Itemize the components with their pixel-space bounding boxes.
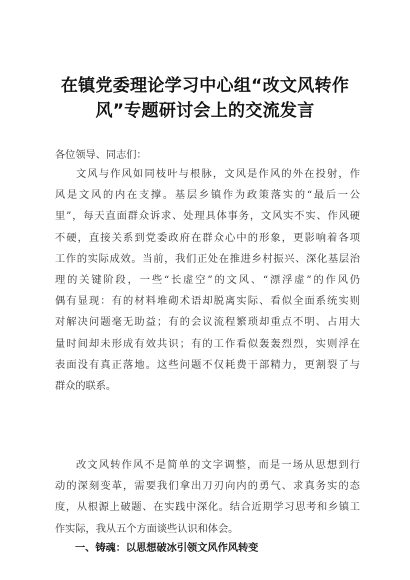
document-title <box>40 74 370 124</box>
paragraph-line: 不硬，直接关系到党委政府在群众心中的形象，更影响着各项 <box>55 232 360 244</box>
paragraph-line: 作实际，我从五个方面谈些认识和体会。 <box>55 523 239 535</box>
paragraph-line: 量时间却未形成有效共识；有的工作看似轰轰烈烈，实则浮在 <box>55 338 360 350</box>
salutation: 各位领导、同志们： <box>55 150 147 161</box>
paragraph-1 <box>55 164 360 397</box>
paragraph-line: 理的关键阶段，一些“长虚空”的文风、“漂浮虚”的作风仍 <box>55 274 360 286</box>
title-line-2: 风”专题研讨会上的交流发言 <box>95 101 315 121</box>
title-line-1: 在镇党委理论学习中心组“改文风转作 <box>60 76 350 96</box>
paragraph-line: 表面没有真正落地。这些问题不仅耗费干部精力，更割裂了与 <box>55 359 360 371</box>
paragraph-line: 改文风转作风不是简单的文字调整，而是一场从思想到行 <box>76 460 360 471</box>
paragraph-line: 偶有显现：有的材料堆砌术语却脱离实际、看似全面系统实则 <box>55 296 360 308</box>
section-heading-1: 一、铸魂：以思想破冰引领文风作风转变 <box>75 543 259 554</box>
paragraph-2 <box>55 455 360 540</box>
paragraph-line: 里”，每天直面群众诉求、处理具体事务，文风实不实、作风硬 <box>55 211 360 223</box>
paragraph-line: 动的深刻变革，需要我们拿出刀刃向内的勇气、求真务实的态 <box>55 481 360 493</box>
paragraph-line: 群众的联系。 <box>55 380 117 392</box>
paragraph-line: 风是文风的内在支撑。基层乡镇作为政策落实的“最后一公 <box>55 190 360 202</box>
paragraph-line: 对解决问题毫无助益；有的会议流程繁琐却重点不明、占用大 <box>55 317 360 329</box>
paragraph-line: 工作的实际成效。当前，我们正处在推进乡村振兴、深化基层治 <box>55 253 360 265</box>
paragraph-line: 文风与作风如同枝叶与根脉，文风是作风的外在投射，作 <box>76 169 360 180</box>
paragraph-line: 度，从根源上破题、在实践中深化。结合近期学习思考和乡镇工 <box>55 502 360 514</box>
